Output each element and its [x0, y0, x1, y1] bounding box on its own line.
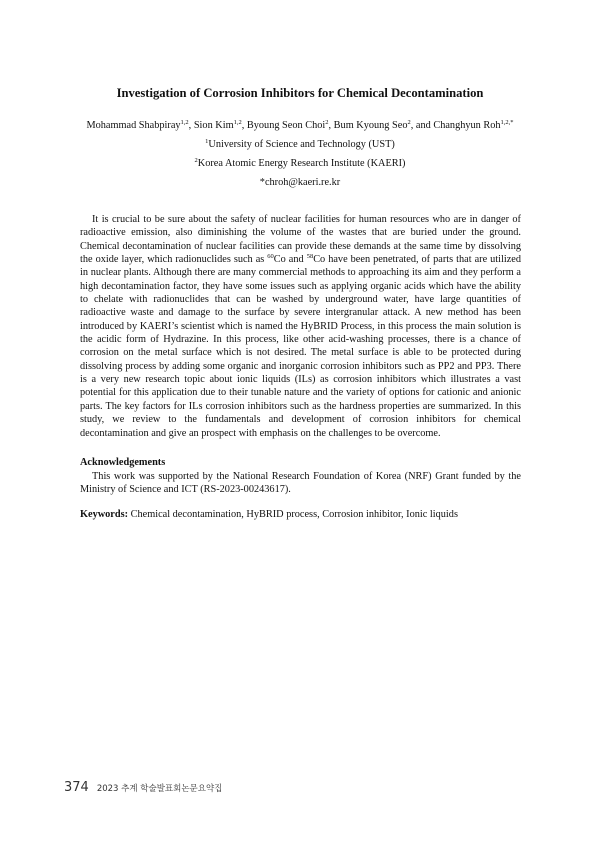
isotope-mass-number: 60	[267, 253, 274, 261]
page-number: 374	[64, 780, 89, 795]
keywords	[80, 509, 521, 520]
affiliation-text: University of Science and Technology (UST)	[208, 139, 395, 150]
corresponding-email: *chroh@kaeri.re.kr	[259, 177, 341, 188]
author-name: Byoung Seon Choi	[246, 120, 326, 131]
keywords-text: Chemical decontamination, HyBRID process, Corrosion inhibitor, Ionic liquids	[130, 509, 458, 520]
affiliation	[0, 139, 600, 150]
acknowledgements-heading: Acknowledgements	[80, 457, 166, 468]
affiliation-text: Korea Atomic Energy Research Institute (KAERI)	[197, 158, 406, 169]
author-affiliation-marker: 1,2,*	[500, 119, 514, 126]
author-separator: ,	[188, 120, 194, 131]
author-name: Mohammad Shabpiray	[86, 120, 181, 131]
proceedings-title: 2023 추계 학술발표회논문요약집	[96, 784, 223, 794]
abstract-text: It is crucial to be sure about the safety of nuclear facilities for human resources who are in danger of radioactive emission, also diminishing the volume of the wastes that are buried under the ground. Chemical decontamination of nuclear facilities can provide these demands at the same time by dissolving the oxide layer, which radionuclides such as	[80, 214, 521, 266]
author-name: Changhyun Roh	[433, 120, 501, 131]
isotope-element: Co	[273, 254, 286, 266]
author-separator: ,	[328, 120, 334, 131]
abstract-text: and	[285, 254, 307, 266]
isotope-element: Co	[313, 254, 326, 266]
author-separator: , and	[410, 120, 434, 131]
author-affiliation-marker: 2	[325, 119, 329, 126]
affiliation-marker: 2	[194, 157, 198, 164]
author-name: Bum Kyoung Seo	[333, 120, 408, 131]
affiliation-marker: 1	[205, 138, 209, 145]
paper-title: Investigation of Corrosion Inhibitors for Chemical Decontamination	[116, 86, 484, 100]
affiliation	[0, 158, 600, 169]
author-affiliation-marker: 1,2	[180, 119, 189, 126]
author-list	[0, 120, 600, 131]
abstract-text: have been penetrated, of parts that are utilized in nuclear plants. Although there are many commercial methods to approaching its aim and they perform a high decontamination factor, they have some issues such as applying organic acids which have the ability to chelate with radionuclides that can be washed by underground water, have large quantities of radioactive waste and damage to the surface by severe intergranular attack. A new method has been introduced by KAERI’s scientist which is named the HyBRID Process, in this process the main solution is the acidic form of Hydrazine. In this process, like other acid-washing processes, there is a chance of corrosion on the metal surface which is not desired. The metal surface is able to be protected during dissolving process by adding some organic and inorganic corrosion inhibitors such as PP2 and PP3. There is a very new research topic about ionic liquids (ILs) as corrosion inhibitors which illustrates a vast potential for this application due to their tunable nature and the variety of options for cationic and anionic parts. The key factors for ILs corrosion inhibitors such as the hardness properties are summarized. In this study, we review to the fundamentals and development of corrosion inhibitors for chemical decontamination and give an prospect with emphasis on the challenges to be overcome.	[80, 254, 522, 439]
author-affiliation-marker: 1,2	[233, 119, 242, 126]
author-affiliation-marker: 2	[407, 119, 411, 126]
author-separator: ,	[241, 120, 247, 131]
isotope-mass-number: 58	[306, 253, 314, 261]
author-name: Sion Kim	[193, 120, 234, 131]
page-footer	[64, 780, 222, 795]
abstract-paragraph	[80, 213, 521, 440]
acknowledgements-text: This work was supported by the National Research Foundation of Korea (NRF) Grant funded by the Ministry of Science and ICT (RS-2023-00243617).	[80, 471, 521, 496]
keywords-label: Keywords:	[80, 509, 129, 520]
